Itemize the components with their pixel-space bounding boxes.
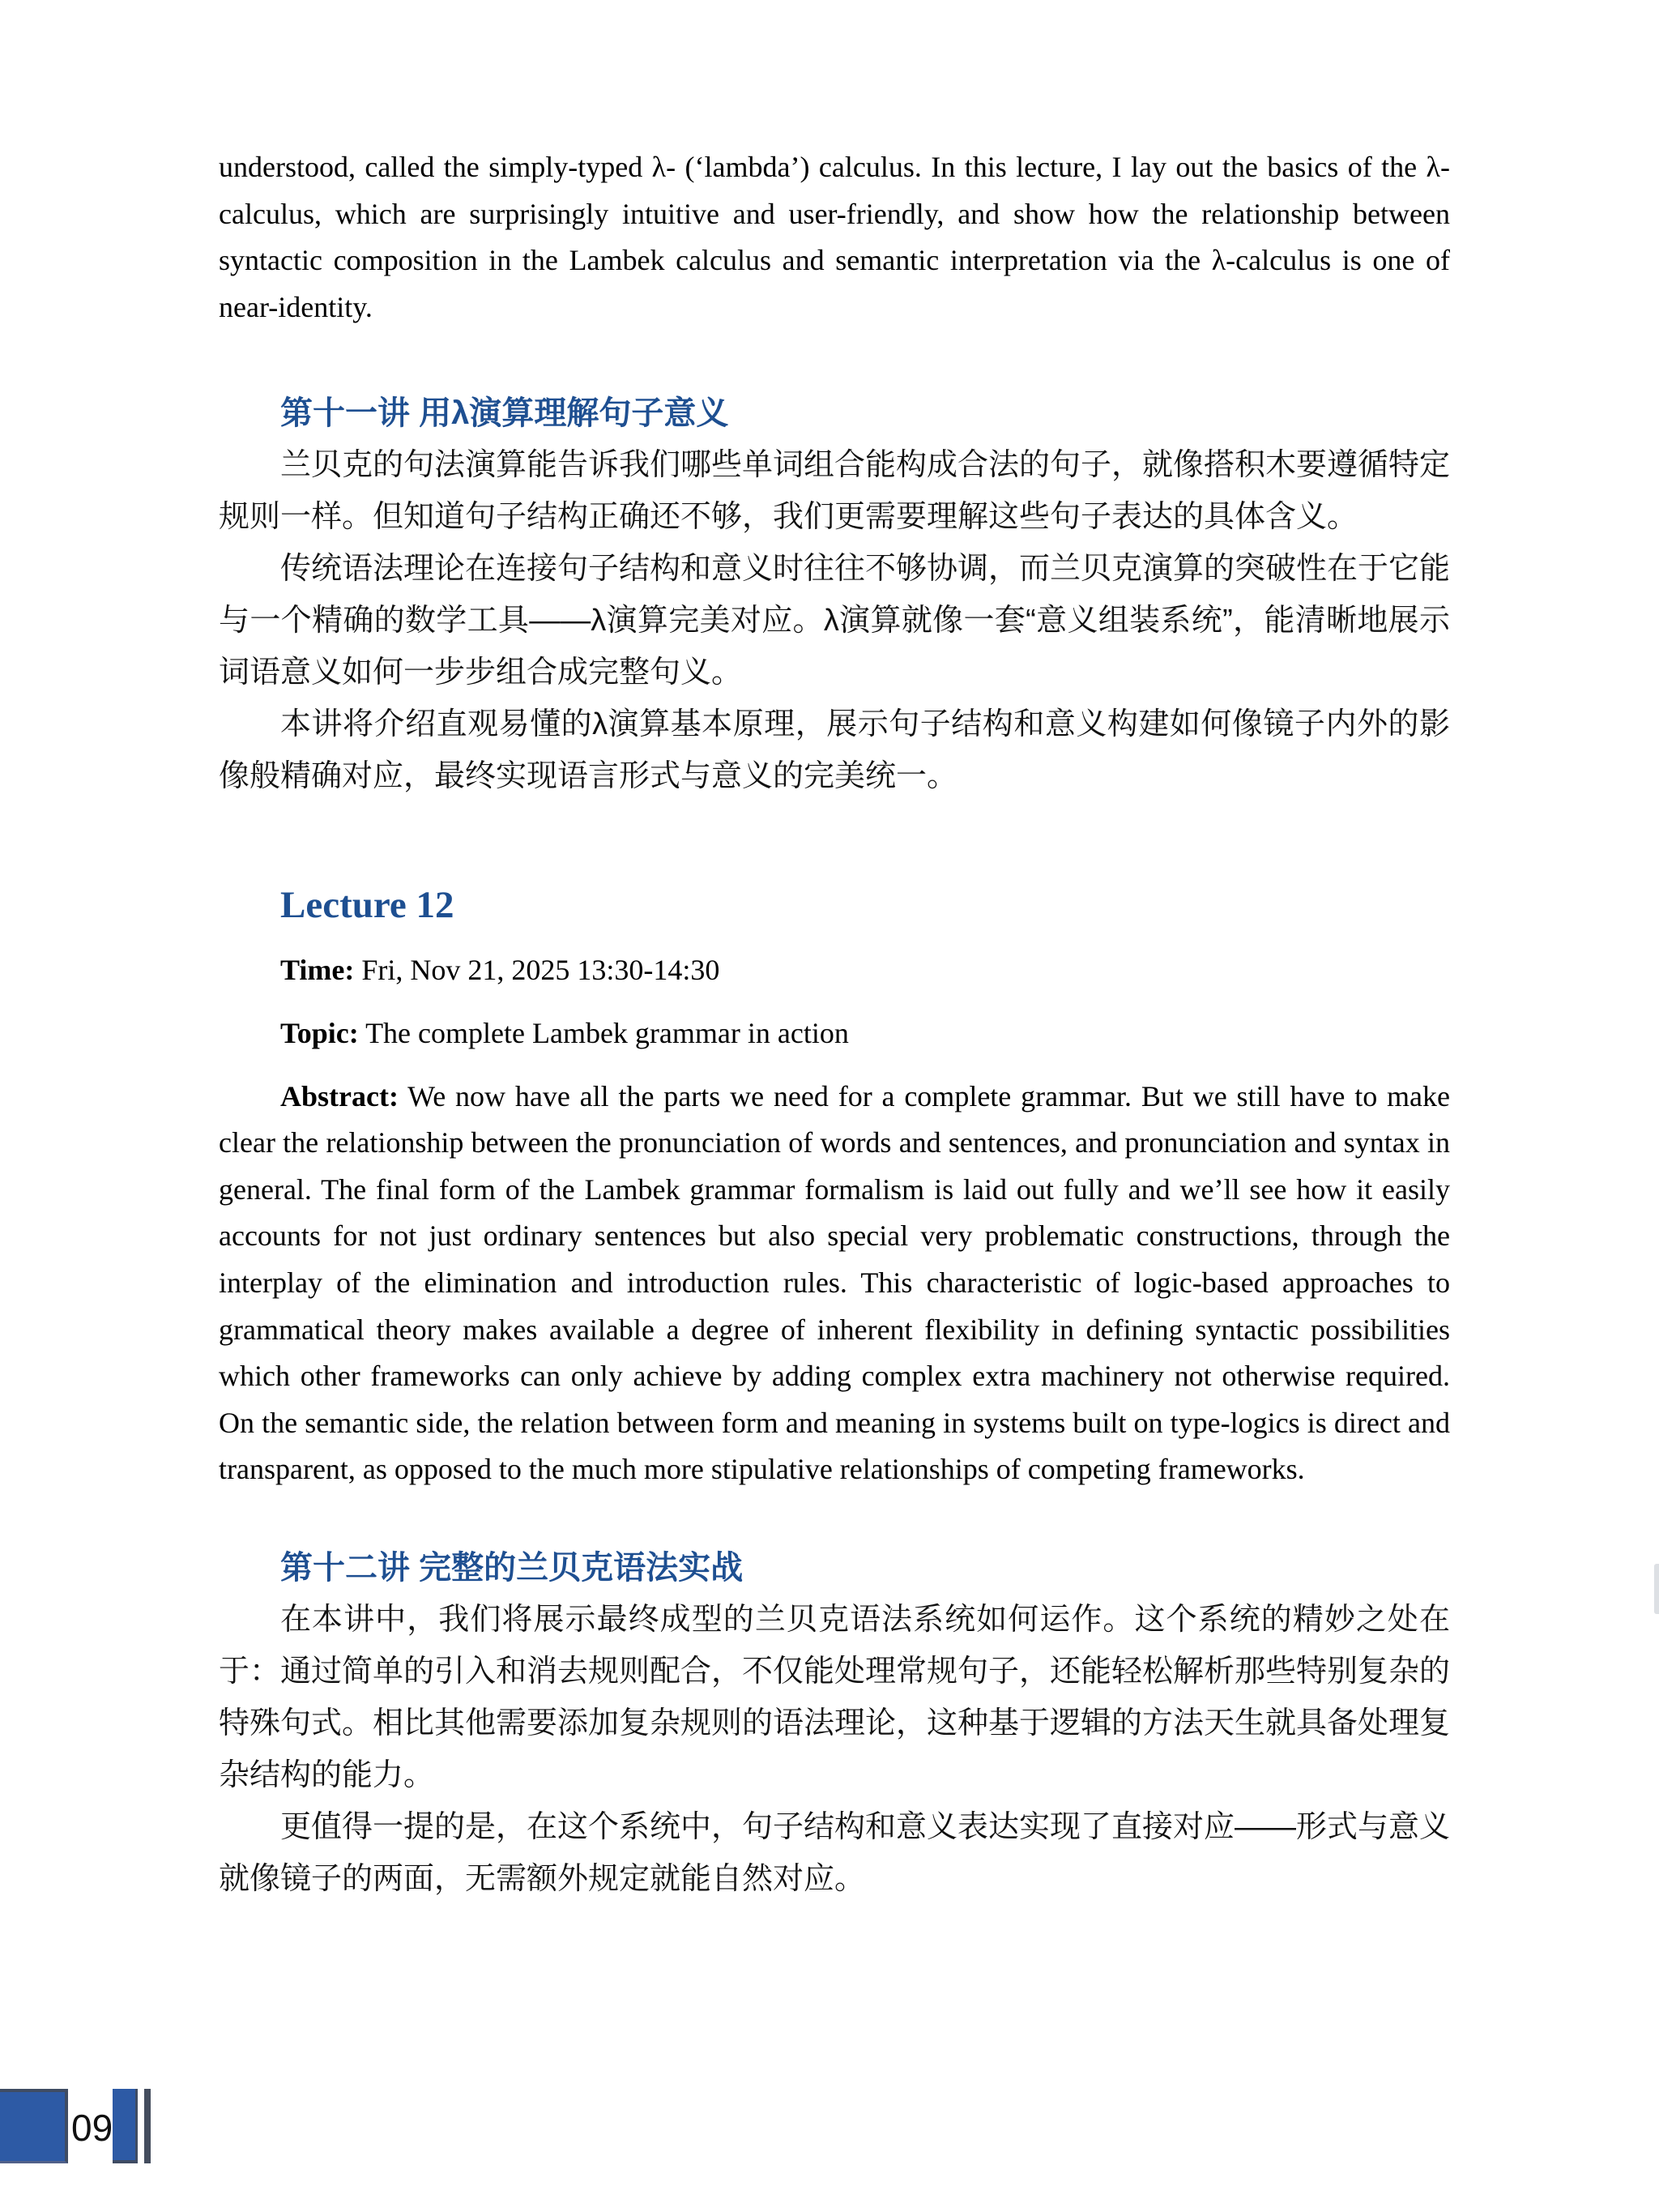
page-edge-mark [1654,1564,1659,1614]
section-heading-lecture12-cn: 第十二讲 完整的兰贝克语法实战 [280,1549,744,1586]
topic-label: Topic: [280,1016,359,1049]
footer-blue-block-large [0,2089,68,2163]
lecture12-cn-paragraph-2: 更值得一提的是，在这个系统中，句子结构和意义表达实现了直接对应——形式与意义就像镜子的两面，无需额外规定就能自然对应。 [219,1809,1451,1896]
lecture11-cn-paragraph-3: 本讲将介绍直观易懂的λ演算基本原理，展示句子结构和意义构建如何像镜子内外的影像般精确对应，最终实现语言形式与意义的完美统一。 [219,707,1450,794]
footer-dark-bar [144,2089,151,2163]
abstract-label: Abstract: [280,1079,399,1112]
intro-paragraph: understood, called the simply-typed λ- (‘lambda’) calculus. In this lecture, I lay out the basics of the λ-calculus, which are surprisingly intuitive and user-friendly, and show how the relationship between syntactic composition in the Lambek calculus and semantic interpretation via the λ-calculus is one of near-identity. [219,151,1450,323]
lecture12-abstract-paragraph [219,1074,1450,1493]
footer-page-number-assembly [0,2089,243,2163]
page-content [219,144,1450,1905]
lecture12-topic-row [219,1010,1450,1057]
lecture12-cn-paragraph-1: 在本讲中，我们将展示最终成型的兰贝克语法系统如何运作。这个系统的精妙之处在于：通过简单的引入和消去规则配合，不仅能处理常规句子，还能轻松解析那些特别复杂的特殊句式。相比其他需要添加复杂规则的语法理论，这种基于逻辑的方法天生就具备处理复杂结构的能力。 [219,1602,1451,1792]
page-number: 09 [71,2107,113,2149]
section-heading-lecture11-cn: 第十一讲 用λ演算理解句子意义 [280,395,729,432]
time-value: Fri, Nov 21, 2025 13:30-14:30 [361,954,720,987]
lecture12-time-row [219,947,1450,994]
abstract-value: We now have all the parts we need for a complete grammar. But we still have to make clear the relationship between the pronunciation of words and sentences, and pronunciation and syntax in general. The final form of the Lambek grammar formalism is laid out fully and we’ll see how it easily accounts for not just ordinary sentences but also special very problematic constructions, through the interplay of the elimination and introduction rules. This characteristic of logic-based approaches to grammatical theory makes available a degree of inherent flexibility in defining syntactic possibilities which other frameworks can only achieve by adding complex extra machinery not otherwise required. On the semantic side, the relation between form and meaning in systems built on type-logics is direct and transparent, as opposed to the much more stipulative relationships of competing frameworks. [219,1079,1450,1486]
lecture11-cn-paragraph-1: 兰贝克的句法演算能告诉我们哪些单词组合能构成合法的句子，就像搭积木要遵循特定规则一样。但知道句子结构正确还不够，我们更需要理解这些句子表达的具体含义。 [219,448,1451,535]
topic-value: The complete Lambek grammar in action [365,1016,849,1049]
lecture11-cn-paragraph-2: 传统语法理论在连接句子结构和意义时往往不够协调，而兰贝克演算的突破性在于它能与一个精确的数学工具——λ演算完美对应。λ演算就像一套“意义组装系统”，能清晰地展示词语意义如何一步步组合成完整句义。 [219,552,1451,690]
time-label: Time: [280,954,355,987]
footer-blue-block-small [113,2089,138,2163]
lecture12-heading: Lecture 12 [280,884,454,927]
